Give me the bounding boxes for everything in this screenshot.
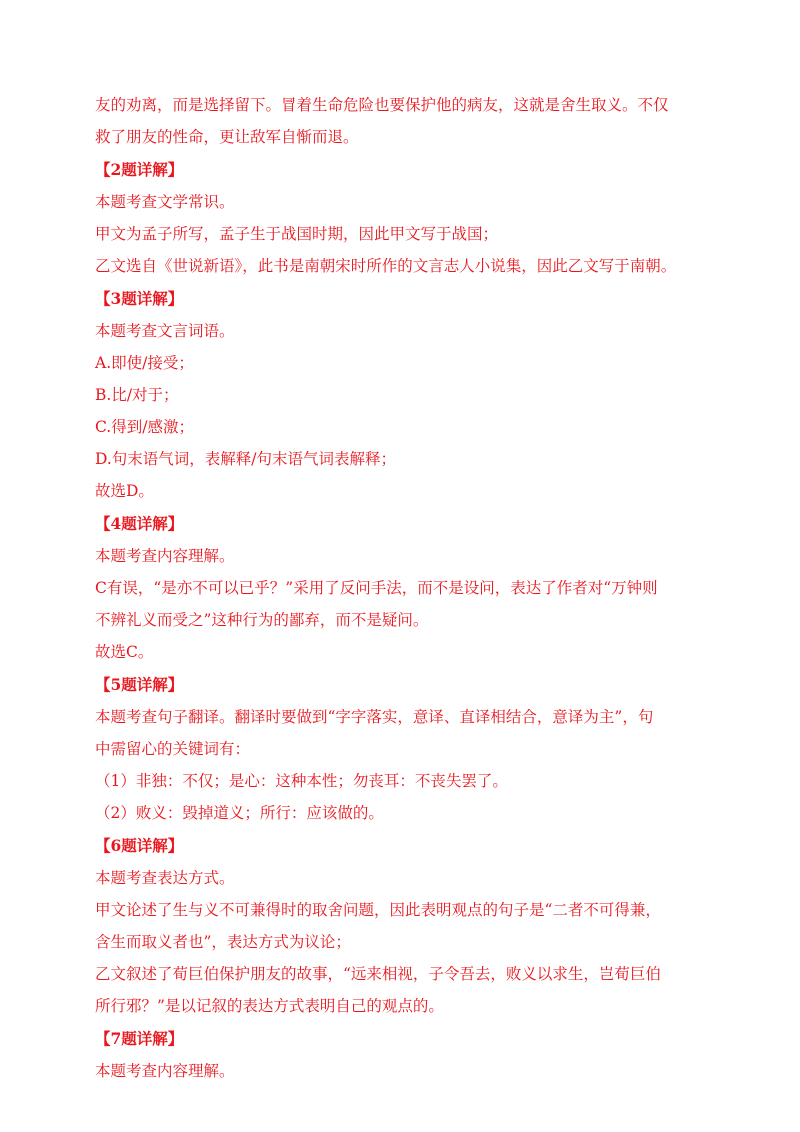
answer-line: 故选C。 xyxy=(95,643,154,661)
text-line: 本题考查表达方式。 xyxy=(95,869,235,887)
section-heading-q5: 【5题详解】 xyxy=(95,675,184,694)
text-line: 本题考查内容理解。 xyxy=(95,1062,235,1080)
text-line: 乙文选自《世说新语》，此书是南朝宋时所作的文言志人小说集，因此乙文写于南朝。 xyxy=(95,257,677,275)
text-line: 中需留心的关键词有： xyxy=(95,740,251,758)
text-line: C有误，“是亦不可以已乎？”采用了反问手法，而不是设问，表达了作者对“万钟则 xyxy=(95,579,658,597)
text-line-continuation: 救了朋友的性命，更让敌军自惭而退。 xyxy=(95,128,359,146)
section-heading-q2: 【2题详解】 xyxy=(95,160,184,179)
text-line: 不辨礼义而受之”这种行为的鄙弃，而不是疑问。 xyxy=(95,611,429,629)
text-line: 本题考查句子翻译。翻译时要做到“字字落实，意译、直译相结合，意译为主”，句 xyxy=(95,708,654,726)
option-d-line: D.句末语气词，表解释/句末语气词表解释； xyxy=(95,450,397,468)
option-a-line: A.即使/接受； xyxy=(95,354,194,372)
text-line-continuation: 友的劝离，而是选择留下。冒着生命危险也要保护他的病友，这就是舍生取义。不仅 xyxy=(95,96,669,114)
section-heading-q4: 【4题详解】 xyxy=(95,514,184,533)
text-line: 甲文论述了生与义不可兼得时的取舍问题，因此表明观点的句子是“二者不可得兼， xyxy=(95,901,661,919)
option-b-line: B.比/对于； xyxy=(95,386,179,404)
text-line: 所行邪？”是以记叙的表达方式表明自己的观点的。 xyxy=(95,997,444,1015)
answer-line: 故选D。 xyxy=(95,482,154,500)
section-heading-q6: 【6题详解】 xyxy=(95,836,184,855)
text-line: 含生而取义者也”，表达方式为议论； xyxy=(95,933,351,951)
section-heading-q3: 【3题详解】 xyxy=(95,289,184,308)
text-line: 本题考查内容理解。 xyxy=(95,547,235,565)
text-line: 本题考查文学常识。 xyxy=(95,193,235,211)
text-line: 乙文叙述了荀巨伯保护朋友的故事，“远来相视，子令吾去，败义以求生，岂荀巨伯 xyxy=(95,965,661,983)
option-c-line: C.得到/感激； xyxy=(95,418,194,436)
text-line: 本题考查文言词语。 xyxy=(95,322,235,340)
list-item-1: （1）非独：不仅；是心：这种本性；勿丧耳：不丧失罢了。 xyxy=(95,772,508,790)
text-line: 甲文为孟子所写，孟子生于战国时期，因此甲文写于战国； xyxy=(95,225,499,243)
list-item-2: （2）败义：毁掉道义；所行：应该做的。 xyxy=(95,804,384,822)
section-heading-q7: 【7题详解】 xyxy=(95,1029,184,1048)
